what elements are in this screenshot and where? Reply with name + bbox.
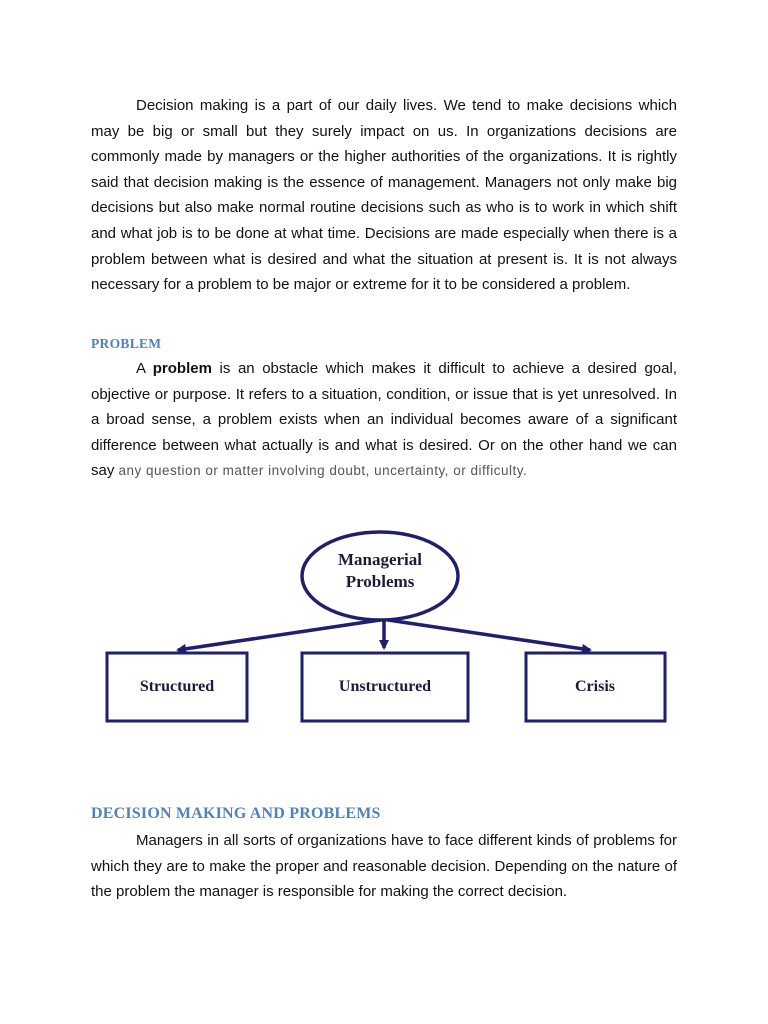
problem-quote-text: any question or matter involving doubt, uncertainty, or difficulty. — [118, 463, 528, 479]
problem-lead-text: A — [136, 360, 153, 377]
node-unstructured-label: Unstructured — [338, 678, 432, 695]
decision-making-heading: DECISION MAKING AND PROBLEMS — [91, 805, 381, 822]
intro-paragraph: Decision making is a part of our daily lives. We tend to make decisions which may be big or small but they surely impact on us. In organizations decisions are commonly made by managers or the higher authorities of the organizations. It is rightly said that decision making is the essence of management. Managers not only make big decisions but also make normal routine decisions such as who is to work in which shift and what job is to be done at what time. Decisions are made especially when there is a problem between what is desired and what the situation at present is. It is not always necessary for a problem to be major or extreme for it to be considered a problem. — [91, 97, 677, 294]
root-node-label-line2: Problems — [345, 572, 415, 591]
root-node-label-line1: Managerial — [337, 550, 423, 569]
problem-term: problem — [152, 360, 212, 377]
connector-arrow-structured — [178, 620, 380, 650]
node-crisis-label: Crisis — [575, 678, 615, 695]
connector-arrow-crisis — [388, 620, 590, 650]
managerial-problems-diagram — [0, 520, 768, 760]
problem-body-text: is an obstacle which makes it difficult to achieve a desired goal, objective or purpose. It refers to a situation, condition, or issue that is yet unresolved. In a broad sense, a problem exists when an individual becomes aware of a significant difference between what actually is and what is desired. Or on the other hand we can say — [91, 360, 677, 480]
problem-paragraph — [91, 356, 677, 484]
node-structured-label: Structured — [139, 678, 215, 695]
problem-heading: PROBLEM — [91, 336, 162, 351]
decision-making-paragraph: Managers in all sorts of organizations have to face different kinds of problems for which they are to make the proper and reasonable decision. Depending on the nature of the problem the manager is responsible for making the correct decision. — [91, 832, 677, 901]
